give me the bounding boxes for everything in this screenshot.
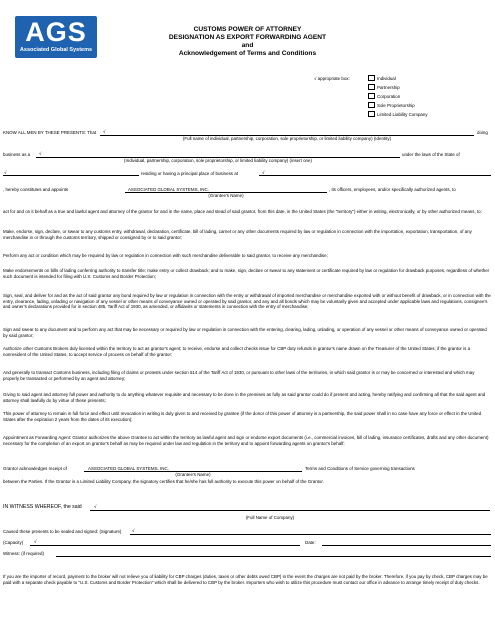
paragraph-endorsements: Make endorsements on bills of lading conferring authority to transfer title; make entry or collect drawback; and to make, sign, declare or swear to any statement or certificate required by law or regulation for drawback purposes, regardless of whether such document is intended for filing with U.S. Customs and Border Protection; — [3, 268, 490, 279]
know-all-text: KNOW ALL MEN BY THESE PRESENTS: That — [3, 130, 97, 135]
label-corporation: Corporation — [377, 94, 401, 99]
checkbox-sole-proprietorship[interactable] — [368, 102, 375, 108]
checkbox-individual[interactable] — [368, 75, 375, 81]
paragraph-forwarding-agent: Appointment as Forwarding Agent: Grantor authorizes the above Grantee to act within the territory as lawful agent and sign or endorse export documents (i.e., commercial invoices, bill of lading, insurance certificates, drafts and any other document) necessary for the completion of an export on grantor's behalf as may be required under law and regulation in the territory and to appoint forwarding agents on grantor's behalf; — [3, 435, 489, 446]
doc-title-line3: and — [241, 42, 254, 49]
terms-text: Terms and Conditions of Service governing transactions — [305, 466, 415, 471]
grantee-name: ASSOCIATED GLOBAL SYSTEMS, INC. — [128, 187, 209, 192]
doc-title-line1: CUSTOMS POWER OF ATTORNEY — [193, 26, 302, 33]
grantee-name-ack: ASSOCIATED GLOBAL SYSTEMS, INC. — [88, 466, 169, 471]
doing-text: doing — [477, 130, 488, 135]
check-mark: √ — [262, 170, 265, 175]
capacity-field[interactable] — [30, 545, 300, 546]
paragraph-sign-seal: Sign, seal, and deliver for and as the act of said grantor any bond required by law or regulation in connection with the entry or withdrawal of imported merchandise or merchandise exported with or without benefit of drawback, or in connection with the entry, clearance, lading, unlading or navigation of any vessel or other means of conveyance owned or operated by said grantor, and any and all bonds which may be voluntarily given and accepted under applicable laws and regulations, consignee's and owner's declarations provided for in section 485, Tariff Act of 1930, as amended, or affidavits or statements in connection with the entry of merchandise; — [3, 293, 491, 310]
check-mark: √ — [94, 504, 97, 509]
checkbox-corporation[interactable] — [368, 93, 375, 99]
witness-label: Witness: (if required) — [3, 551, 44, 556]
business-as-text: business as a — [3, 152, 31, 157]
grantee-caption-ack: (Grantee's Name) — [175, 472, 211, 477]
its-officers-text: , its officers, employees, and/or specifically authorized agents, to — [329, 187, 456, 192]
logo-subtitle: Associated Global Systems — [19, 47, 93, 53]
paragraph-duration: This power of attorney to remain in full force and effect until revocation in writing is duly given to and received by grantee (if the donor of this power of attorney is a partnership, the said power shall in no case have any force or effect in the United States after the expiration 2 years from the dates of its execution); — [3, 411, 482, 422]
label-partnership: Partnership — [377, 85, 400, 90]
full-company-caption: (Full Name of Company) — [245, 515, 295, 520]
hereby-text: , hereby constitutes and appoints — [3, 187, 69, 192]
address-field[interactable] — [259, 175, 491, 176]
paragraph-authorize: Authorize other Customs Brokers duly licensed within the territory to act as grantor's agent; to receive, endorse and collect checks issue for CBP duty refunds in grantor's name drawn on the Treasurer of the United States; if the grantor is a nonresident of the United States, to accept service of process on behalf of the grantor; — [3, 346, 471, 357]
witness-field[interactable] — [56, 556, 491, 557]
witness-text: IN WITNESS WHEREOF, the said — [3, 504, 82, 510]
label-llc: Limited Liability Company — [377, 112, 428, 117]
date-field[interactable] — [322, 545, 491, 546]
residing-text: residing or having a principal place of business at — [141, 171, 238, 176]
checkbox-llc[interactable] — [368, 111, 375, 117]
full-name-caption: (Full name of individual, partnership, corporation, sole proprietorship, or limited liability company) (Identity) — [182, 136, 392, 141]
label-sole-proprietorship: Sole Proprietorship — [377, 103, 415, 108]
paragraph-generally: And generally to transact Customs business, including filing of claims or protests under section 514 of the Tariff Act of 1930, or pursuant to other laws of the territories, in which said grantor is or may be concerned or interested and which may properly be transacted or performed by an agent and attorney; — [3, 370, 475, 381]
doc-title-line2: DESIGNATION AS EXPORT FORWARDING AGENT — [168, 34, 327, 41]
date-text: Date: — [305, 540, 316, 545]
company-name-field[interactable] — [90, 510, 490, 511]
check-mark: √ — [39, 151, 42, 156]
paragraph-perform: Perform any act or condition which may be required by law or regulation in connection with such merchandise deliverable to said grantor, to receive any merchandise; — [3, 253, 328, 258]
capacity-text: (Capacity) — [3, 540, 24, 545]
under-laws-text: under the laws of the State of — [402, 152, 460, 157]
caused-text: Caused these presents to be sealed and signed: (Signature) — [3, 529, 122, 534]
signature-field[interactable] — [130, 534, 491, 535]
paragraph-act: act for and on it behalf as a true and lawful agent and attorney of the grantor for and in the name, place and stead of said grantor, from this date, in the United States (the "territory") either in writing, electronically, or by other authorized means, to: — [3, 209, 482, 214]
doc-title-line4: Acknowledgement of Terms and Conditions — [178, 50, 317, 57]
insert-one-caption: (Individual, partnership, corporation, sole proprietorship, or limited liability company) (insert one) — [124, 158, 312, 163]
paragraph-sign-swear: Sign and swear to any document and to perform any act that may be necessary or required by law or regulation in connection with the entering, clearing, lading, unlading, or operation of any vessel or other means of conveyance owned or operated by said grantor; — [3, 327, 487, 338]
paragraph-giving: Giving to said agent and attorney full power and authority to do anything whatever requisite and necessary to be done in the premises as fully as said grantor could do if present and acting, hereby ratifying and confirming all that the said agent and attorney shall lawfully do by virtue of these presents; — [3, 392, 486, 403]
label-individual: Individual — [377, 76, 396, 81]
state-field[interactable] — [3, 175, 139, 176]
acknowledges-text: Grantor acknowledges receipt of — [3, 466, 67, 471]
checkbox-prompt: √ appropriate box: — [314, 76, 350, 81]
paragraph-make-endorse: Make, endorse, sign, declare, or swear to any customs entry, withdrawal, declaration, certificate, bill of lading, carnet or any other documents required by law or regulation in connection with the importation, exportation, transportation, of any merchandise in or through the customs territory, shipped or consigned by or to said grantor; — [3, 229, 472, 240]
checkbox-partnership[interactable] — [368, 84, 375, 90]
check-mark: √ — [103, 129, 106, 134]
grantee-caption: (Grantee's Name) — [208, 193, 244, 198]
between-text: between the Parties. If the Grantor is a Limited Liability Company, the signatory certifies that he/she has full authority to execute this power on behalf of the Grantor. — [3, 479, 324, 484]
check-mark: √ — [4, 170, 7, 175]
check-mark: √ — [132, 528, 135, 533]
logo-text: AGS — [25, 17, 87, 47]
footer-notice: If you are the importer of record, payment to the broker will not relieve you of liability for CBP charges (duties, taxes or other debts owed CBP) in the event the charges are not paid by the broker. Therefore, if you pay by check, CBP charges may be paid with a separate check payable to "U.S. Customs and Border Protection" which shall be delivered to CBP by the broker. Importers who wish to utilize this procedure must contact our office in advance to arrange timely receipt of duty checks. — [3, 574, 488, 585]
check-mark: √ — [34, 539, 37, 544]
